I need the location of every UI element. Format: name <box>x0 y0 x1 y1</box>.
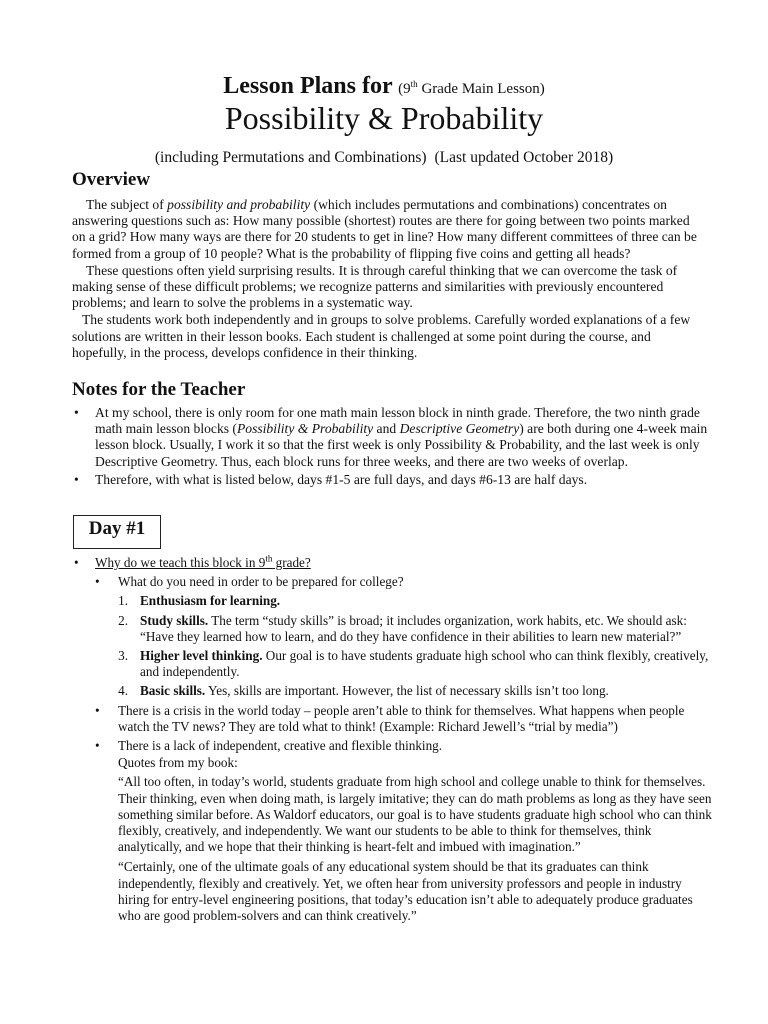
notes-b1-emphasis-2: Descriptive Geometry <box>399 421 520 437</box>
why-teach-sup: th <box>265 553 273 564</box>
page-title <box>0 73 768 99</box>
day-1-label: Day #1 <box>88 518 146 539</box>
crisis-text: There is a crisis in the world today – people aren’t able to think for themselves. What happens when people watch the TV news? They are told what to think! (Example: Richard Jewell’s “trial by media”) <box>118 702 685 734</box>
college-question-text: What do you need in order to be prepared for college? <box>118 574 404 590</box>
college-list <box>72 593 712 699</box>
overview-paragraph-1 <box>72 197 698 262</box>
item-text: Our goal is to have students graduate high school who can think flexibly, creatively, and independently. <box>140 648 709 680</box>
day-1-box <box>73 515 161 549</box>
book-quote-2: “Certainly, one of the ultimate goals of any educational system should be that its graduates can think independently, flexibly and creatively. Yet, we often hear from university professors and people in industry hiring for entry-level engineering positions, that today’s education isn’t able to adequately produce graduates who are good problem-solvers and can think creatively.” <box>118 859 693 924</box>
notes-b1-and: and <box>373 421 400 437</box>
overview-heading: Overview <box>72 169 151 190</box>
overview-paragraph-2: These questions often yield surprising results. It is through careful thinking that we can overcome the task of making sense of these difficult problems; we recognize patterns and similarities with previously encountered problems; and learn to solve the problems in a systematic way. <box>72 262 678 311</box>
grade-note <box>398 81 545 97</box>
why-teach-end: grade? <box>272 555 311 570</box>
overview-paragraph-3: The students work both independently and in groups to solve problems. Carefully worded explanations of a few solutions are written in their lesson books. Each student is challenged at some point during the course, and hopefully, in the process, develops confidence in their thinking. <box>72 312 691 360</box>
item-text: Yes, skills are important. However, the list of necessary skills isn’t too long. <box>205 683 609 699</box>
parenthetical: (including Permutations and Combinations) <box>154 149 427 166</box>
college-item-3 <box>72 648 712 680</box>
day-1-content <box>72 555 712 924</box>
bullet-marker: • <box>74 471 79 487</box>
college-question <box>72 574 712 590</box>
lack-text: There is a lack of independent, creative and flexible thinking. <box>118 738 443 754</box>
notes-b1-start: At my school, there is only room for one math main lesson block in ninth grade. Therefore, the two ninth grade math main lesson blocks ( <box>95 405 700 437</box>
crisis-point <box>72 703 712 735</box>
quotes-label: Quotes from my book: <box>118 755 238 771</box>
grade-note-sup: th <box>410 79 418 89</box>
bullet-marker: • <box>74 555 79 570</box>
why-teach-start: Why do we teach this block in 9 <box>95 555 266 570</box>
overview-p1-emphasis: possibility and probability <box>167 197 311 212</box>
item-number: 1. <box>118 593 128 609</box>
college-item-4 <box>72 683 712 699</box>
why-teach-link-text <box>95 555 311 570</box>
item-heading: Basic skills. <box>140 683 206 699</box>
item-number: 2. <box>118 612 128 628</box>
book-quote-1: “All too often, in today’s world, students graduate from high school and college unable to think for themselves. Their thinking, even when doing math, is largely imitative; they can do math problems as long as they have seen something similar before. As Waldorf educators, our goal is to have students graduate high school who can think flexibly, creatively, and independently. We want our students to be able to think for themselves, think analytically, and we hope that their thinking is heart-felt and imbued with imagination.” <box>118 774 712 855</box>
notes-bullet-1 <box>72 405 712 470</box>
bullet-marker: • <box>95 702 100 718</box>
notes-b1-emphasis-1: Possibility & Probability <box>236 421 374 437</box>
day-1-question <box>72 555 712 571</box>
notes-heading: Notes for the Teacher <box>72 379 246 400</box>
overview-p1-end: (which includes permutations and combinations) concentrates on answering questions such as: How many possible (shortest) routes are there for going between two points marked on a grid? How many ways are there for 20 students to get in line? How many different committees of three can be formed from a group of 10 people? What is the probability of flipping five coins and getting all heads? <box>72 197 697 261</box>
item-heading: Study skills. <box>140 612 209 628</box>
notes-bullet-2 <box>72 472 712 488</box>
college-item-1 <box>72 593 712 609</box>
bullet-marker: • <box>74 405 79 420</box>
overview-p1-start: The subject of <box>86 197 168 212</box>
notes-list <box>72 405 712 488</box>
item-number: 3. <box>118 648 128 664</box>
item-number: 4. <box>118 683 128 699</box>
lack-point <box>72 738 712 754</box>
item-heading: Higher level thinking. <box>140 648 263 664</box>
notes-b2-text: Therefore, with what is listed below, days #1-5 are full days, and days #6-13 are half days. <box>95 471 588 487</box>
notes-b1-end: ) are both during one 4-week main lesson block. Usually, I work it so that the first week is only Possibility & Probability, and the last week is only Descriptive Geometry. Thus, each block runs for three weeks, and there are two weeks of overlap. <box>95 421 708 469</box>
title-text: Lesson Plans for <box>223 73 393 99</box>
subtitle-line <box>0 150 768 166</box>
last-updated: (Last updated October 2018) <box>434 149 614 166</box>
grade-note-pre: (9 <box>398 81 411 97</box>
item-text: The term “study skills” is broad; it includes organization, work habits, etc. We should ask: “Have they learned how to learn, and do they have confidence in their abilities to learn new material?” <box>140 612 687 644</box>
college-item-2 <box>72 613 712 645</box>
bullet-marker: • <box>95 738 100 754</box>
item-heading: Enthusiasm for learning. <box>140 593 281 609</box>
main-title: Possibility & Probability <box>224 100 544 136</box>
bullet-marker: • <box>95 574 100 590</box>
grade-note-post: Grade Main Lesson) <box>417 81 545 97</box>
overview-body <box>72 197 698 361</box>
